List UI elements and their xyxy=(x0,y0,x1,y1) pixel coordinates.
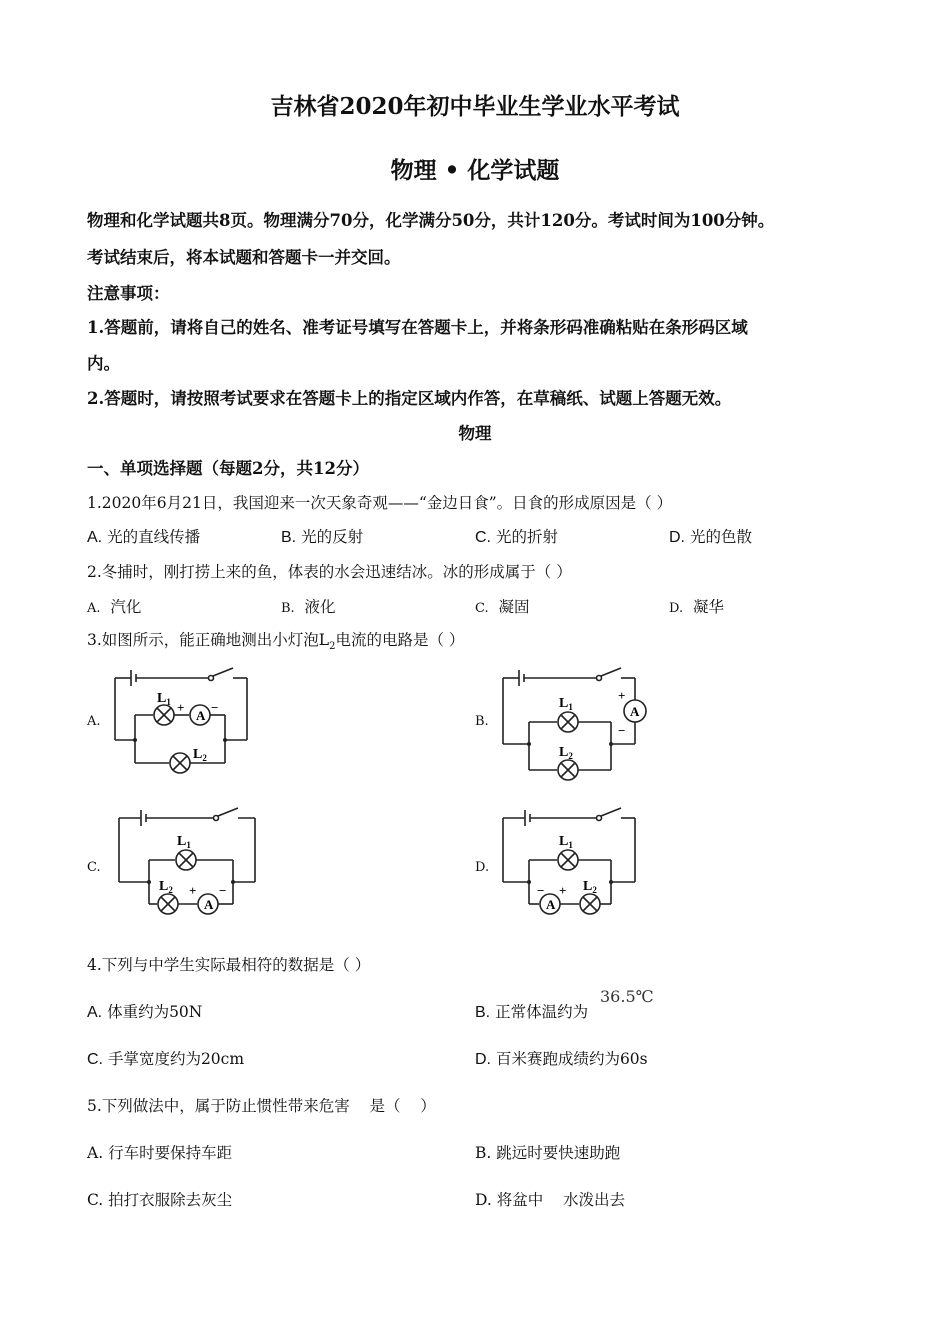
question-3-stem: 3.如图所示，能正确地测出小灯泡$L_2$电流的电路是（ ） xyxy=(87,631,465,653)
svg-text:−: − xyxy=(219,883,227,898)
circuit-diagram-d[interactable] xyxy=(493,800,653,925)
q4-option-b[interactable]: B. 正常体温约为 xyxy=(475,1003,589,1021)
svg-text:L2: $L_2$ xyxy=(583,879,597,895)
question-number: 1 xyxy=(87,494,97,512)
question-number: 4 xyxy=(87,956,97,974)
circuit-d-label[interactable]: D. xyxy=(475,860,490,875)
lamp-2-label: $L_2$ xyxy=(193,747,207,763)
q2-option-d[interactable]: D. 凝华 xyxy=(669,598,724,616)
q4-option-d[interactable]: D. 百米赛跑成绩约为60s xyxy=(475,1050,648,1068)
circuit-diagram-a[interactable] xyxy=(105,660,255,780)
question-text: .下列做法中，属于防止惯性带来危害 是（ ） xyxy=(96,1097,436,1115)
circuit-diagram-b[interactable] xyxy=(493,660,658,785)
section-1-heading: 一、单项选择题（每题2分，共12分） xyxy=(87,459,369,478)
q1-option-b[interactable]: B. 光的反射 xyxy=(281,528,364,546)
circuit-b-label[interactable]: B. xyxy=(475,714,489,729)
svg-text:+: + xyxy=(177,700,185,715)
circuit-c-label[interactable]: C. xyxy=(87,860,101,875)
question-1-stem xyxy=(87,491,672,513)
svg-text:+: + xyxy=(618,688,626,703)
q2-option-c[interactable]: C. 凝固 xyxy=(475,598,530,616)
svg-text:−: − xyxy=(211,700,219,715)
svg-text:L1: $L_1$ xyxy=(559,696,573,712)
question-number: 2 xyxy=(87,563,97,581)
physics-heading: 物理 xyxy=(458,424,492,443)
svg-text:+: + xyxy=(559,883,567,898)
question-number: 3 xyxy=(87,631,97,649)
q5-option-a[interactable]: A. 行车时要保持车距 xyxy=(87,1144,233,1162)
question-2-stem xyxy=(87,560,572,582)
question-text: .2020年6月21日，我国迎来一次天象奇观——“金边日食”。日食的形成原因是（ ） xyxy=(96,494,673,512)
circuit-a-label[interactable]: A. xyxy=(87,714,101,729)
q4-option-c[interactable]: C. 手掌宽度约为20cm xyxy=(87,1050,245,1068)
svg-text:L2: $L_2$ xyxy=(159,879,173,895)
notice-1b: 内。 xyxy=(87,354,120,373)
circuit-diagram-c[interactable] xyxy=(105,800,270,925)
svg-text:L2: $L_2$ xyxy=(559,745,573,761)
question-text: .下列与中学生实际最相符的数据是（ ） xyxy=(96,956,371,974)
temperature-value: 36.5℃ xyxy=(600,987,654,1006)
question-5-stem xyxy=(87,1094,436,1116)
q1-option-c[interactable]: C. 光的折射 xyxy=(475,528,558,546)
svg-text:A: A xyxy=(204,897,214,912)
q4-option-a[interactable]: A. 体重约为50N xyxy=(87,1003,203,1021)
question-text: .冬捕时，刚打捞上来的鱼，体表的水会迅速结冰。冰的形成属于（ ） xyxy=(96,563,572,581)
q2-option-a[interactable]: A. 汽化 xyxy=(87,598,142,616)
q1-option-d[interactable]: D. 光的色散 xyxy=(669,528,752,546)
q2-option-b[interactable]: B. 液化 xyxy=(281,598,336,616)
svg-text:−: − xyxy=(537,883,545,898)
notice-heading: 注意事项： xyxy=(87,284,170,303)
lamp-1-label: $L_1$ xyxy=(157,691,171,707)
notice-2: 2.答题时，请按照考试要求在答题卡上的指定区域内作答，在草稿纸、试题上答题无效。 xyxy=(87,389,732,408)
exam-subtitle: 物理 • 化学试题 xyxy=(390,157,560,184)
svg-text:L1: $L_1$ xyxy=(177,834,191,850)
q5-option-d[interactable]: D. 将盆中 水泼出去 xyxy=(475,1191,625,1209)
intro-line-1: 物理和化学试题共8页。物理满分70分，化学满分50分，共计120分。考试时间为100分钟。 xyxy=(87,211,775,230)
notice-1a: 1.答题前，请将自己的姓名、准考证号填写在答题卡上，并将条形码准确粘贴在条形码区域 xyxy=(87,318,748,337)
svg-text:A: A xyxy=(630,704,640,719)
q5-option-b[interactable]: B. 跳远时要快速助跑 xyxy=(475,1144,621,1162)
q1-option-a[interactable]: A. 光的直线传播 xyxy=(87,528,201,546)
question-4-stem xyxy=(87,953,370,975)
svg-text:A: A xyxy=(546,897,556,912)
svg-text:L1: $L_1$ xyxy=(559,834,573,850)
intro-line-2: 考试结束后，将本试题和答题卡一并交回。 xyxy=(87,248,401,267)
ammeter-symbol: A xyxy=(196,708,206,723)
exam-title: 吉林省2020年初中毕业生学业水平考试 xyxy=(270,93,680,120)
question-number: 5 xyxy=(87,1097,97,1115)
q5-option-c[interactable]: C. 拍打衣服除去灰尘 xyxy=(87,1191,233,1209)
svg-text:−: − xyxy=(618,723,626,738)
svg-text:+: + xyxy=(189,883,197,898)
